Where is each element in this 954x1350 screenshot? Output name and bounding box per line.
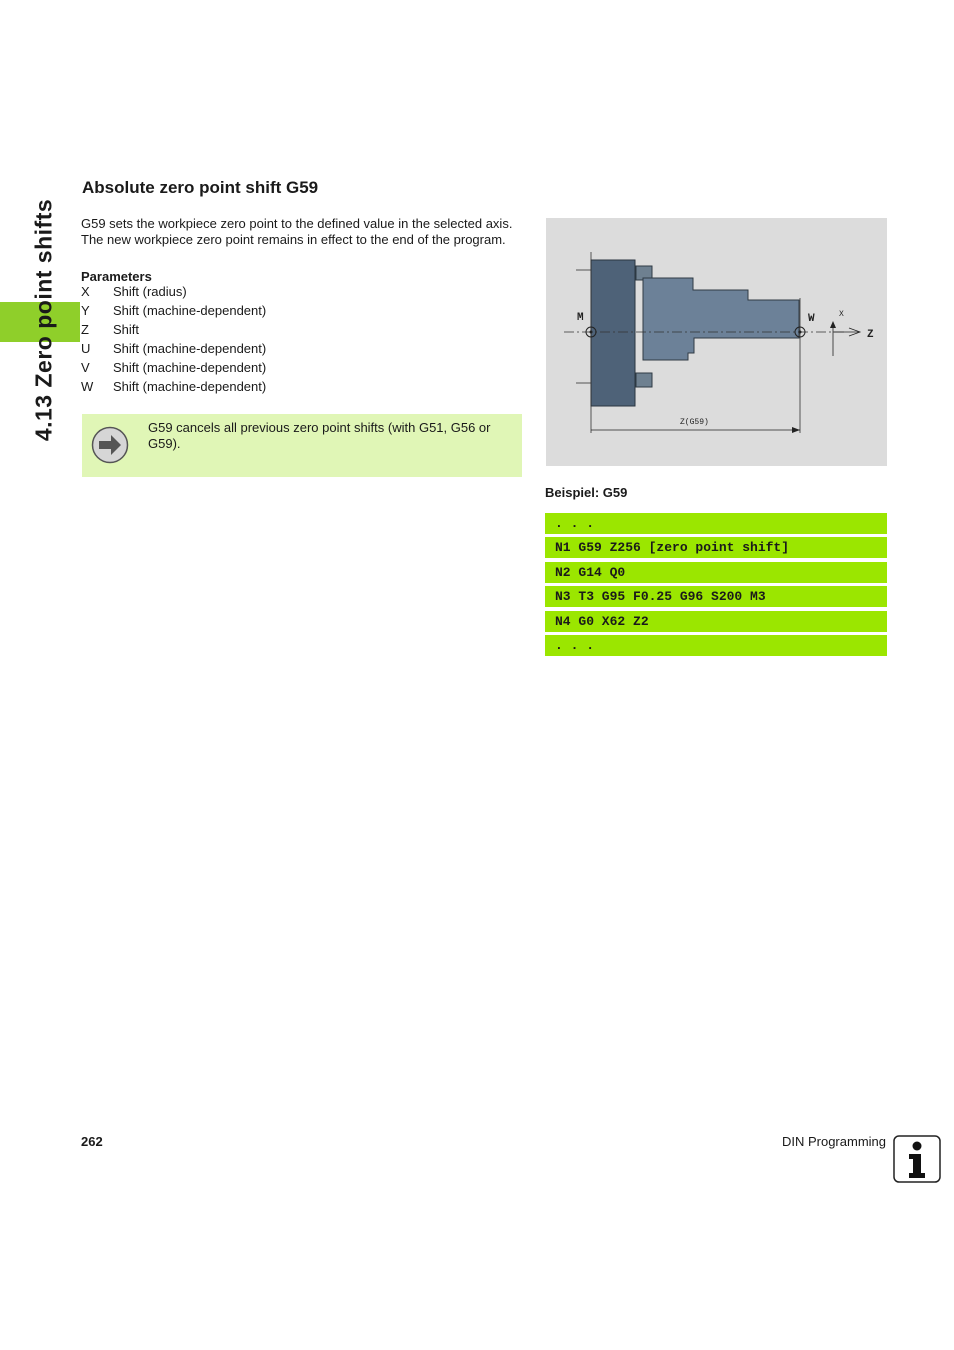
parameters-list: [81, 284, 521, 398]
parameter-desc: Shift (machine-dependent): [113, 379, 267, 394]
parameter-key: X: [81, 284, 90, 299]
parameter-row: [81, 360, 521, 379]
intro-paragraph: G59 sets the workpiece zero point to the defined value in the selected axis. The new workpiece zero point remains in effect to the end of the program.: [81, 216, 513, 247]
parameter-key: U: [81, 341, 91, 356]
parameter-row: [81, 322, 521, 341]
label-w: W: [808, 313, 815, 325]
chapter-side-title: 4.13 Zero point shifts: [30, 198, 57, 442]
workpiece-shape: [643, 278, 799, 360]
info-icon: [893, 1135, 941, 1183]
parameter-row: [81, 303, 521, 322]
label-x: X: [839, 310, 844, 319]
zero-shift-diagram: [546, 218, 887, 466]
label-dimension: Z(G59): [680, 418, 709, 427]
parameter-key: Z: [81, 322, 89, 337]
code-line: N1 G59 Z256 [zero point shift]: [545, 537, 887, 558]
chuck-body: [591, 260, 635, 406]
example-title: Beispiel: G59: [545, 485, 628, 500]
footer-chapter-title: DIN Programming: [781, 1134, 886, 1149]
section-heading: Absolute zero point shift G59: [82, 178, 319, 197]
parameter-desc: Shift (radius): [113, 284, 187, 299]
code-line: N2 G14 Q0: [545, 562, 887, 583]
code-line: N4 G0 X62 Z2: [545, 611, 887, 632]
parameter-key: V: [81, 360, 90, 375]
arrow-right-icon: [91, 426, 129, 464]
parameter-key: W: [81, 379, 94, 394]
parameter-desc: Shift (machine-dependent): [113, 303, 267, 318]
label-z: Z: [867, 329, 874, 341]
parameter-row: [81, 284, 521, 303]
parameter-desc: Shift: [113, 322, 140, 337]
label-m: M: [577, 312, 584, 324]
code-block: [545, 513, 887, 659]
parameters-title: Parameters: [81, 269, 152, 284]
code-line: . . .: [545, 635, 887, 656]
parameter-desc: Shift (machine-dependent): [113, 341, 267, 356]
code-line: . . .: [545, 513, 887, 534]
parameter-key: Y: [81, 303, 90, 318]
chuck-jaw-bottom: [636, 373, 652, 387]
code-line: N3 T3 G95 F0.25 G96 S200 M3: [545, 586, 887, 607]
parameter-row: [81, 341, 521, 360]
note-box: [82, 414, 522, 477]
note-text: G59 cancels all previous zero point shifts (with G51, G56 or G59).: [148, 420, 491, 451]
page-number: 262: [81, 1134, 103, 1149]
parameter-row: [81, 379, 521, 398]
parameter-desc: Shift (machine-dependent): [113, 360, 267, 375]
